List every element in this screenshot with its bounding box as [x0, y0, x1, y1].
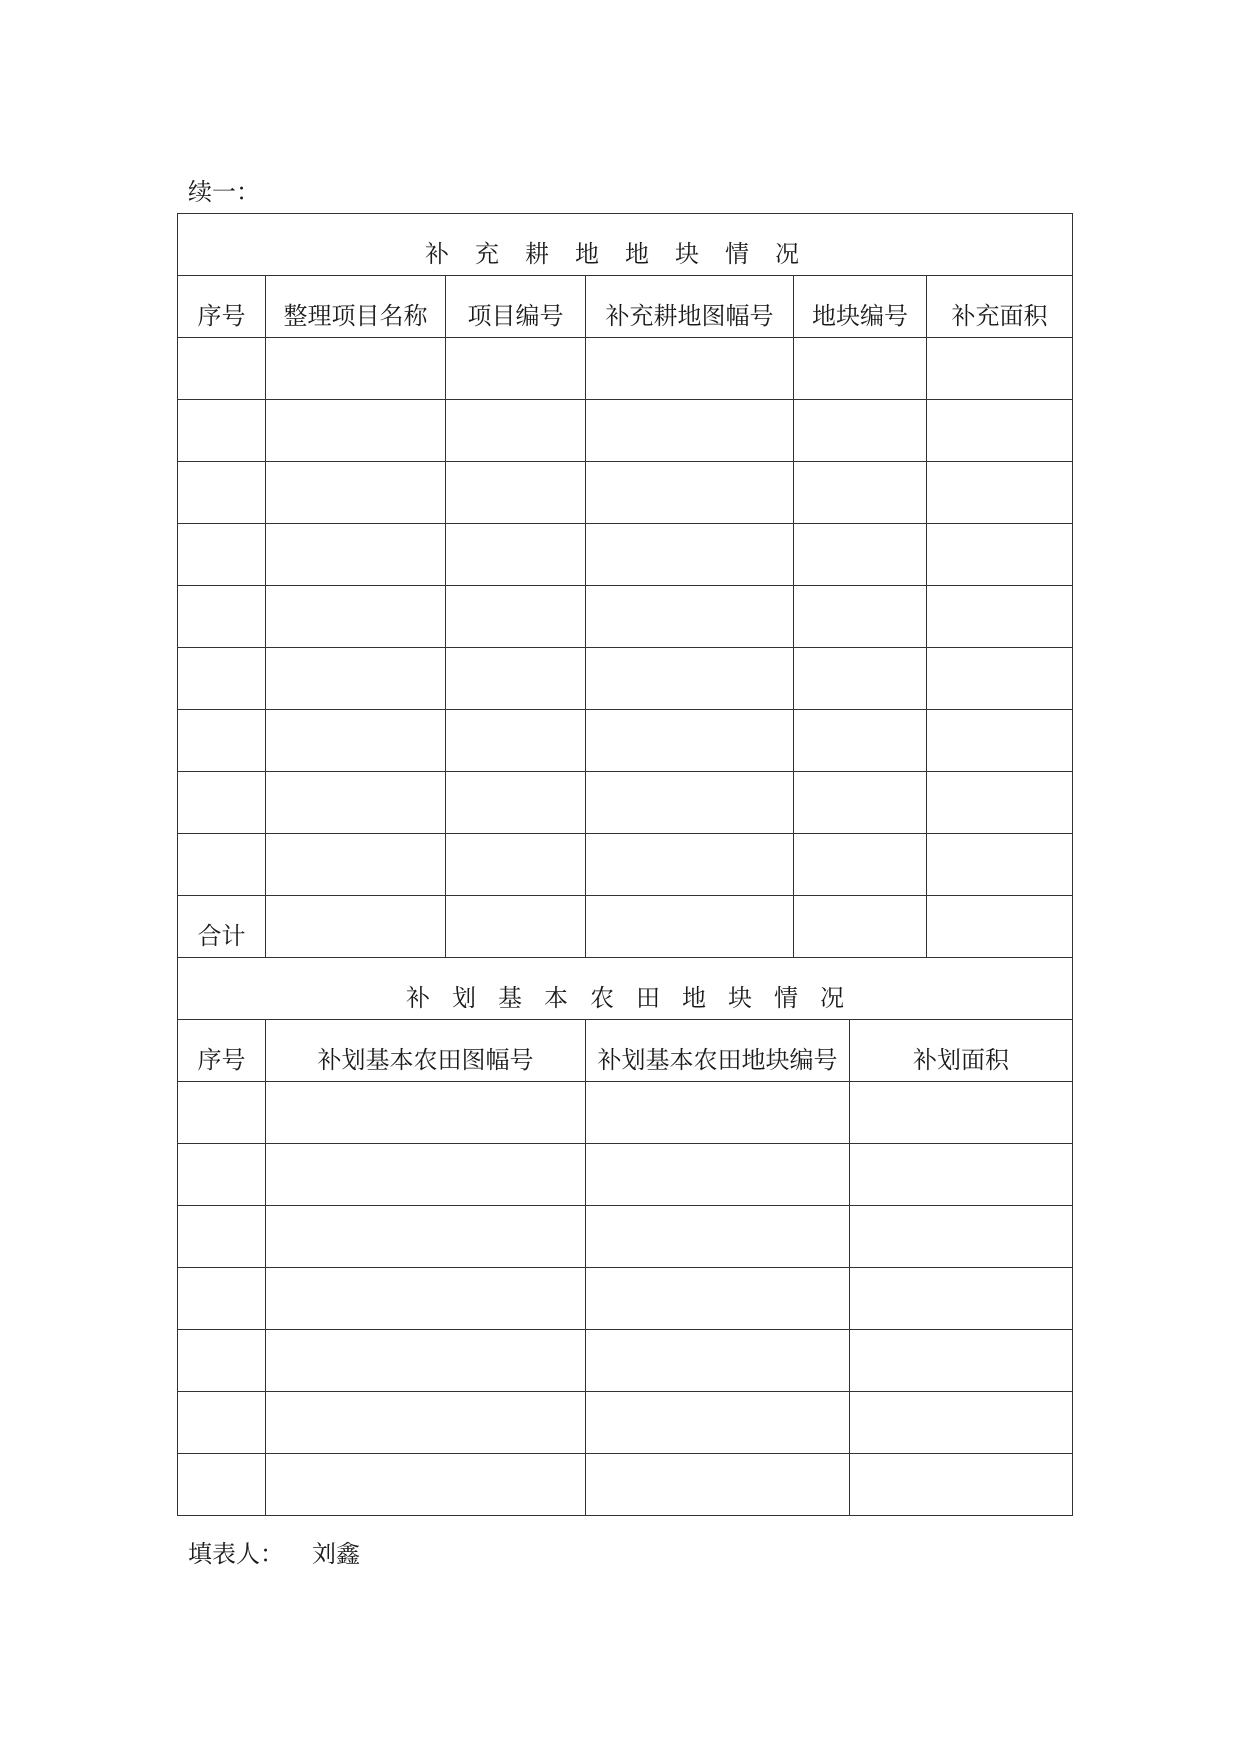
continuation-label: 续一：: [188, 178, 260, 206]
table-cell: [178, 1392, 266, 1454]
section2-title: 补划基本农田地块情况: [178, 958, 1073, 1020]
table-cell: [178, 648, 266, 710]
section2-data-row: [178, 1206, 1073, 1268]
table-cell: [586, 462, 794, 524]
section1-total-row: [178, 896, 1073, 958]
table-cell: [446, 834, 586, 896]
section2-header-row: [178, 1020, 1073, 1082]
table-cell: [266, 400, 446, 462]
table-cell: [178, 1144, 266, 1206]
header-serial-number: 序号: [178, 276, 266, 338]
filler-label: 填表人：: [188, 1540, 284, 1568]
table-cell: [446, 648, 586, 710]
table-cell: [586, 896, 794, 958]
table-cell: [266, 1454, 586, 1516]
table-cell: [178, 1268, 266, 1330]
table-cell: [178, 834, 266, 896]
table-cell: [266, 1082, 586, 1144]
table-cell: [266, 834, 446, 896]
table-cell: [794, 896, 927, 958]
table-cell: [586, 1144, 850, 1206]
table-cell: [850, 1082, 1073, 1144]
form-footer: [188, 1534, 360, 1574]
table-cell: [178, 1454, 266, 1516]
table-cell: [927, 896, 1073, 958]
table-cell: [446, 586, 586, 648]
table-cell: [178, 462, 266, 524]
table-cell: [266, 1268, 586, 1330]
table-cell: [794, 772, 927, 834]
table-cell: [266, 338, 446, 400]
table-cell: [266, 1392, 586, 1454]
table-cell: [446, 710, 586, 772]
table-cell: [586, 1268, 850, 1330]
table-cell: [850, 1454, 1073, 1516]
table-cell: [178, 586, 266, 648]
section1-header-row: [178, 276, 1073, 338]
table-cell: [850, 1330, 1073, 1392]
table-cell: [794, 648, 927, 710]
table-cell: [446, 772, 586, 834]
header-serial-number: 序号: [178, 1020, 266, 1082]
filler-name: 刘鑫: [312, 1540, 360, 1568]
table-cell: [927, 524, 1073, 586]
section1-data-row: [178, 710, 1073, 772]
section2-data-row: [178, 1268, 1073, 1330]
table-cell: [927, 648, 1073, 710]
table-cell: [266, 1330, 586, 1392]
table-cell: [927, 586, 1073, 648]
table-cell: [850, 1392, 1073, 1454]
table-cell: [927, 772, 1073, 834]
section2-data-row: [178, 1144, 1073, 1206]
table-cell: [586, 710, 794, 772]
table-cell: [178, 524, 266, 586]
header-farmland-map-sheet-number: 补充耕地图幅号: [586, 276, 794, 338]
section1-data-row: [178, 462, 1073, 524]
table-cell: [266, 462, 446, 524]
table-cell: [586, 400, 794, 462]
table-cell: [586, 834, 794, 896]
table-cell: [178, 1082, 266, 1144]
table-cell: [178, 338, 266, 400]
table-cell: [446, 462, 586, 524]
section1-data-row: [178, 648, 1073, 710]
table-cell: [266, 772, 446, 834]
section1-data-row: [178, 524, 1073, 586]
table-cell: [446, 338, 586, 400]
section1-data-row: [178, 586, 1073, 648]
table-cell: [266, 710, 446, 772]
table-cell: [586, 1392, 850, 1454]
table-cell: [586, 1330, 850, 1392]
table-cell: [266, 1144, 586, 1206]
table-cell: [266, 524, 446, 586]
table-cell: [794, 710, 927, 772]
table-cell: [178, 710, 266, 772]
table-cell: [586, 648, 794, 710]
table-cell: [178, 1330, 266, 1392]
section2-data-row: [178, 1330, 1073, 1392]
header-supplement-area: 补充面积: [927, 276, 1073, 338]
table-cell: [446, 400, 586, 462]
table-cell: [927, 338, 1073, 400]
header-allocated-area: 补划面积: [850, 1020, 1073, 1082]
table-cell: [266, 896, 446, 958]
header-project-number: 项目编号: [446, 276, 586, 338]
section2-data-row: [178, 1392, 1073, 1454]
table-cell: [850, 1206, 1073, 1268]
section1-data-row: [178, 400, 1073, 462]
table-cell: [178, 400, 266, 462]
header-parcel-number: 地块编号: [794, 276, 927, 338]
table-cell: [178, 772, 266, 834]
table-cell: [266, 586, 446, 648]
table-cell: [927, 462, 1073, 524]
table-cell: [586, 1454, 850, 1516]
section1-title-row: [178, 214, 1073, 276]
land-parcel-form-table: [177, 213, 1073, 1516]
table-cell: [586, 586, 794, 648]
table-cell: [586, 524, 794, 586]
table-cell: [794, 400, 927, 462]
section2-data-row: [178, 1454, 1073, 1516]
table-cell: [794, 834, 927, 896]
table-cell: [794, 524, 927, 586]
table-cell: [586, 772, 794, 834]
table-cell: [794, 586, 927, 648]
table-cell: [850, 1144, 1073, 1206]
section2-data-row: [178, 1082, 1073, 1144]
table-cell: [446, 896, 586, 958]
header-basic-farmland-map-sheet-number: 补划基本农田图幅号: [266, 1020, 586, 1082]
section2-title-row: [178, 958, 1073, 1020]
table-cell: [927, 834, 1073, 896]
section1-data-row: [178, 772, 1073, 834]
table-cell: [266, 648, 446, 710]
total-label: 合计: [178, 896, 266, 958]
header-project-name: 整理项目名称: [266, 276, 446, 338]
table-cell: [794, 338, 927, 400]
table-cell: [586, 1082, 850, 1144]
table-cell: [446, 524, 586, 586]
table-cell: [927, 710, 1073, 772]
header-basic-farmland-parcel-number: 补划基本农田地块编号: [586, 1020, 850, 1082]
table-cell: [266, 1206, 586, 1268]
table-cell: [178, 1206, 266, 1268]
table-cell: [586, 338, 794, 400]
table-cell: [927, 400, 1073, 462]
table-cell: [794, 462, 927, 524]
table-cell: [850, 1268, 1073, 1330]
table-cell: [586, 1206, 850, 1268]
section1-data-row: [178, 338, 1073, 400]
section1-data-row: [178, 834, 1073, 896]
section1-title: 补充耕地地块情况: [178, 214, 1073, 276]
